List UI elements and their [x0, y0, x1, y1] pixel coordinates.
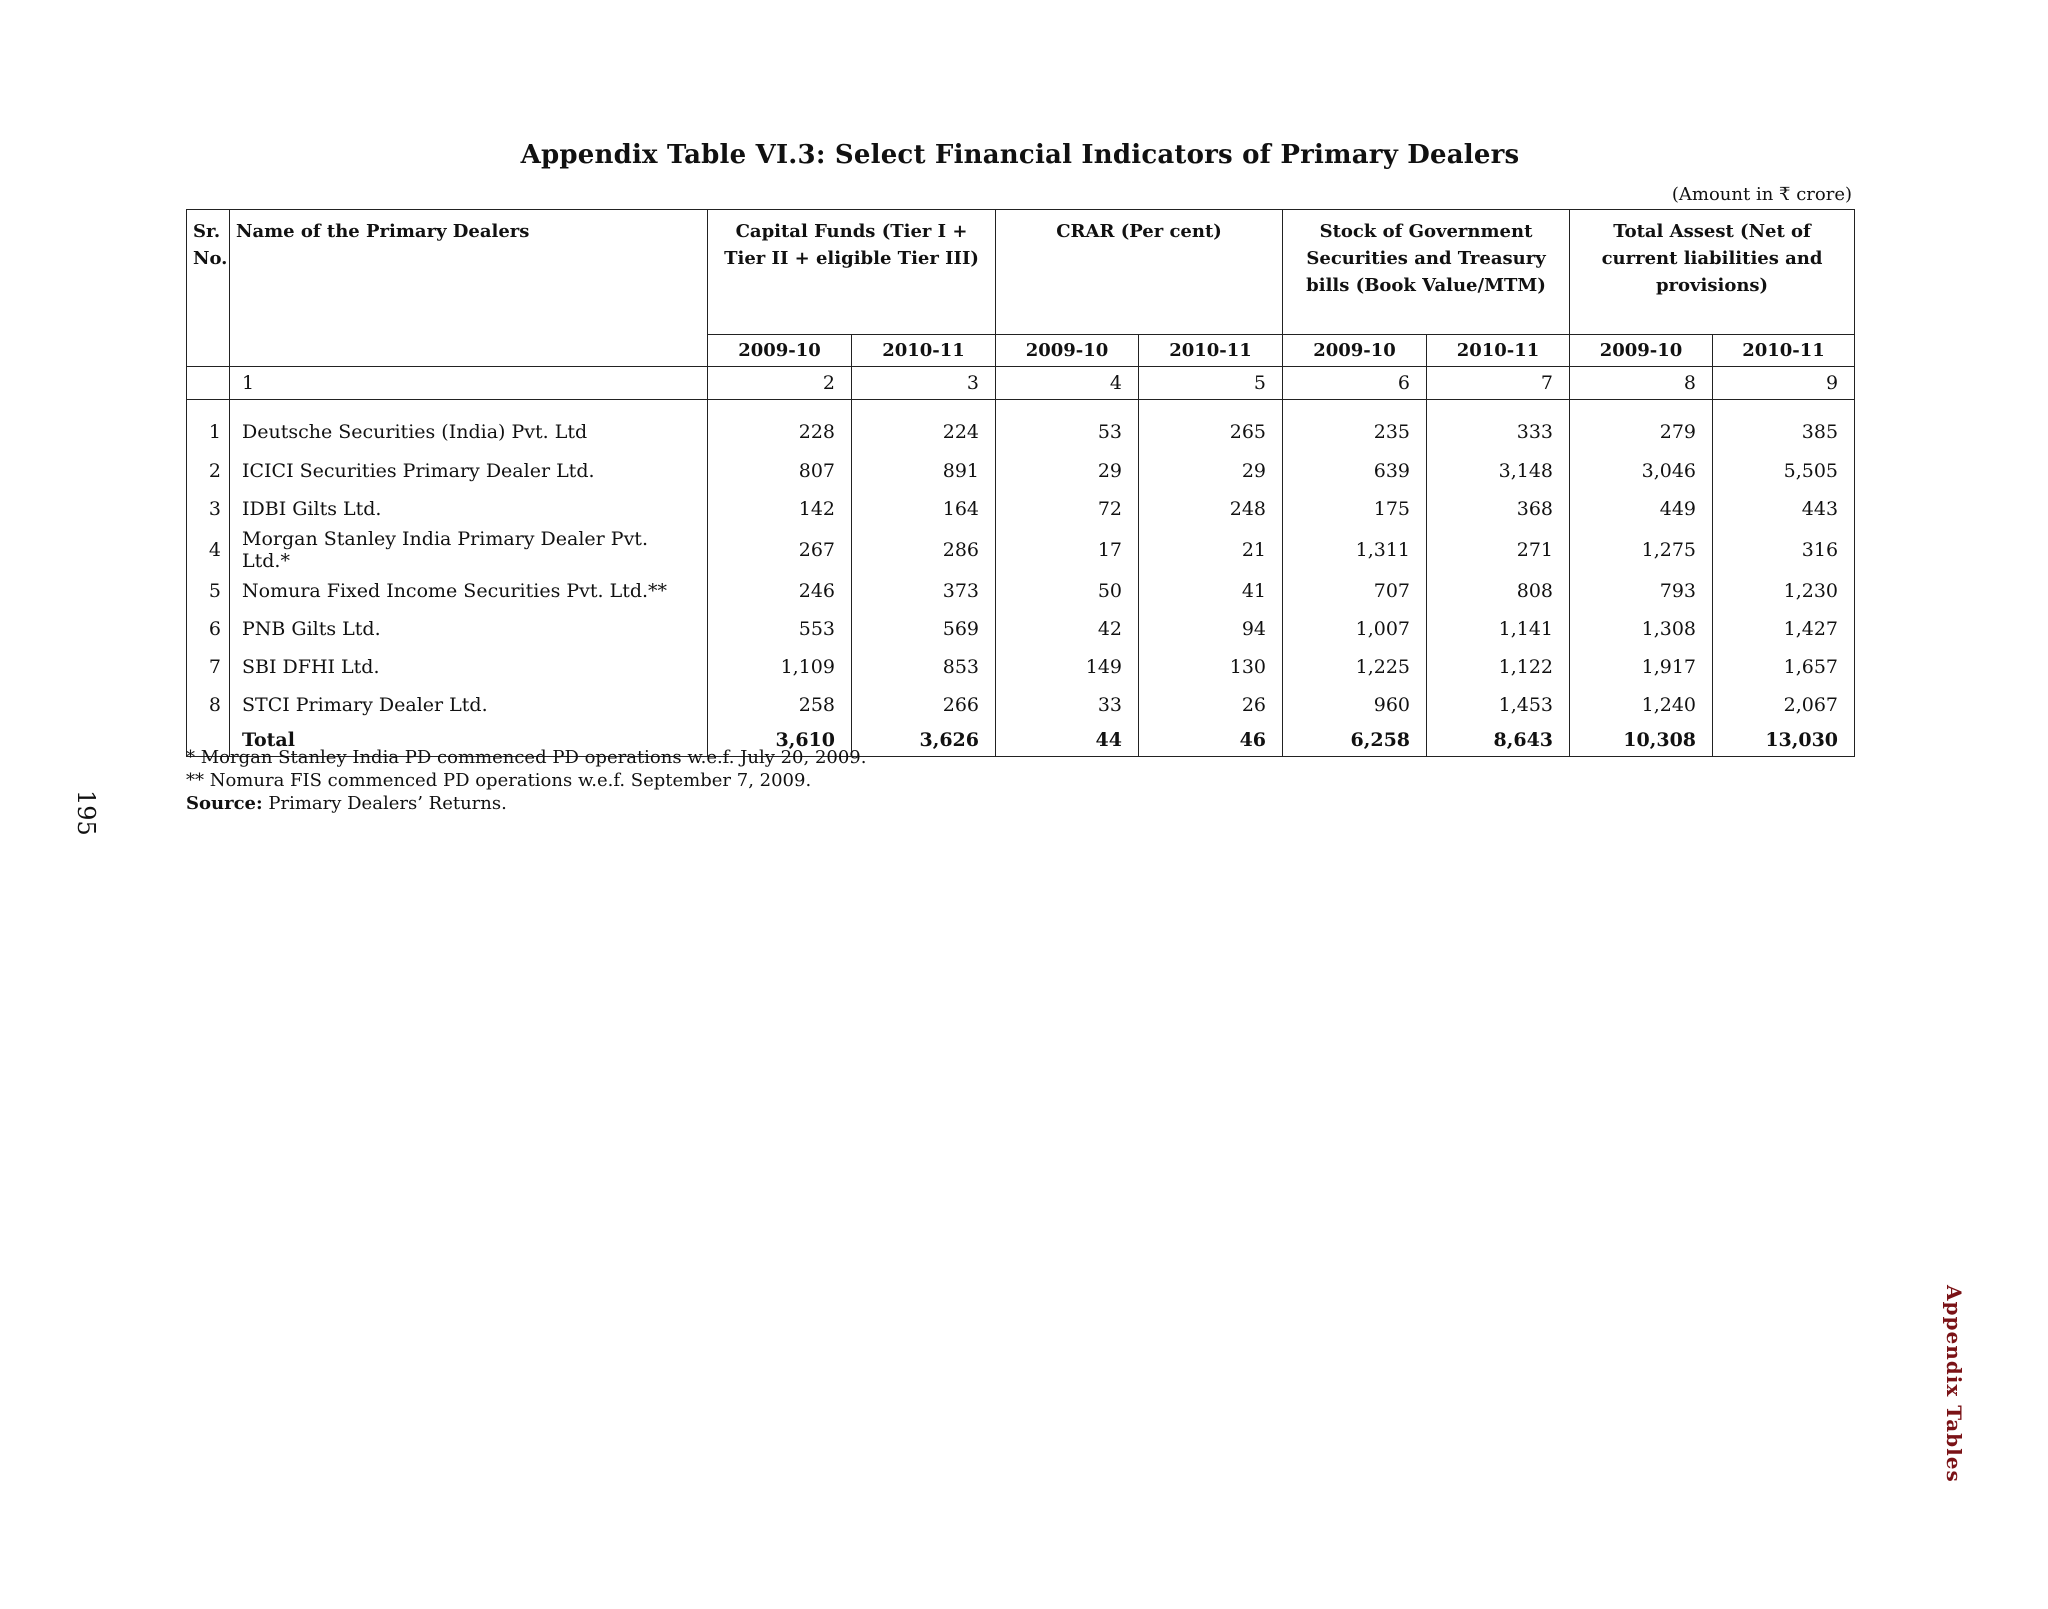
- section-side-label: Appendix Tables: [1942, 1285, 1966, 1483]
- value-cell: 3,046: [1570, 452, 1713, 490]
- value-cell: 1,275: [1570, 528, 1713, 572]
- value-cell: 960: [1283, 686, 1427, 724]
- total-value-cell: 44: [996, 724, 1139, 757]
- value-cell: 29: [996, 452, 1139, 490]
- source-note: [186, 792, 866, 815]
- value-cell: 228: [708, 400, 852, 453]
- header-year: 2010-11: [852, 335, 996, 367]
- sr-no-cell: 5: [187, 572, 230, 610]
- sr-no-cell: 7: [187, 648, 230, 686]
- column-number: [187, 367, 230, 400]
- column-number: 2: [708, 367, 852, 400]
- value-cell: 853: [852, 648, 996, 686]
- value-cell: 266: [852, 686, 996, 724]
- value-cell: 1,917: [1570, 648, 1713, 686]
- total-value-cell: 46: [1139, 724, 1283, 757]
- value-cell: 1,308: [1570, 610, 1713, 648]
- value-cell: 271: [1427, 528, 1570, 572]
- table-row: [187, 452, 1855, 490]
- value-cell: 248: [1139, 490, 1283, 528]
- header-year: 2009-10: [1283, 335, 1427, 367]
- value-cell: 1,141: [1427, 610, 1570, 648]
- dealer-name-cell: ICICI Securities Primary Dealer Ltd.: [230, 452, 708, 490]
- value-cell: 1,240: [1570, 686, 1713, 724]
- column-number: 9: [1713, 367, 1855, 400]
- value-cell: 553: [708, 610, 852, 648]
- total-value-cell: 8,643: [1427, 724, 1570, 757]
- value-cell: 1,225: [1283, 648, 1427, 686]
- value-cell: 1,230: [1713, 572, 1855, 610]
- header-year: 2009-10: [996, 335, 1139, 367]
- column-number: 7: [1427, 367, 1570, 400]
- sr-no-cell: 6: [187, 610, 230, 648]
- value-cell: 1,453: [1427, 686, 1570, 724]
- value-cell: 149: [996, 648, 1139, 686]
- footnote: ** Nomura FIS commenced PD operations w.e.f. September 7, 2009.: [186, 770, 812, 791]
- sr-no-cell: 4: [187, 528, 230, 572]
- value-cell: 807: [708, 452, 852, 490]
- value-cell: 3,148: [1427, 452, 1570, 490]
- table-row: [187, 686, 1855, 724]
- unit-note: (Amount in ₹ crore): [1671, 184, 1852, 205]
- value-cell: 265: [1139, 400, 1283, 453]
- table-row: [187, 572, 1855, 610]
- value-cell: 26: [1139, 686, 1283, 724]
- value-cell: 449: [1570, 490, 1713, 528]
- header-stock-govt-securities: Stock of Government Securities and Treasury bills (Book Value/MTM): [1283, 210, 1570, 335]
- dealer-name-cell: Nomura Fixed Income Securities Pvt. Ltd.**: [230, 572, 708, 610]
- value-cell: 1,109: [708, 648, 852, 686]
- header-year: 2010-11: [1713, 335, 1855, 367]
- header-year: 2009-10: [1570, 335, 1713, 367]
- value-cell: 72: [996, 490, 1139, 528]
- value-cell: 569: [852, 610, 996, 648]
- value-cell: 891: [852, 452, 996, 490]
- page-number: 195: [72, 790, 100, 836]
- total-value-cell: 3,610: [708, 724, 852, 757]
- value-cell: 1,007: [1283, 610, 1427, 648]
- table-row: [187, 610, 1855, 648]
- total-value-cell: 6,258: [1283, 724, 1427, 757]
- value-cell: 41: [1139, 572, 1283, 610]
- value-cell: 17: [996, 528, 1139, 572]
- header-year: 2010-11: [1427, 335, 1570, 367]
- dealer-name-cell: Morgan Stanley India Primary Dealer Pvt. Ltd.*: [230, 528, 708, 572]
- column-number: 3: [852, 367, 996, 400]
- sr-no-cell: 1: [187, 400, 230, 453]
- value-cell: 224: [852, 400, 996, 453]
- column-number: 1: [230, 367, 708, 400]
- value-cell: 142: [708, 490, 852, 528]
- value-cell: 53: [996, 400, 1139, 453]
- value-cell: 1,427: [1713, 610, 1855, 648]
- value-cell: 33: [996, 686, 1139, 724]
- value-cell: 5,505: [1713, 452, 1855, 490]
- total-label: Total: [230, 724, 708, 757]
- dealer-name-cell: Deutsche Securities (India) Pvt. Ltd: [230, 400, 708, 453]
- dealer-name-cell: SBI DFHI Ltd.: [230, 648, 708, 686]
- value-cell: 385: [1713, 400, 1855, 453]
- value-cell: 1,311: [1283, 528, 1427, 572]
- value-cell: 639: [1283, 452, 1427, 490]
- header-year: 2010-11: [1139, 335, 1283, 367]
- value-cell: 42: [996, 610, 1139, 648]
- value-cell: 707: [1283, 572, 1427, 610]
- table-row: [187, 490, 1855, 528]
- dealer-name-cell: PNB Gilts Ltd.: [230, 610, 708, 648]
- value-cell: 316: [1713, 528, 1855, 572]
- total-value-cell: 10,308: [1570, 724, 1713, 757]
- sr-no-cell: 8: [187, 686, 230, 724]
- column-number-row: [187, 367, 1855, 400]
- value-cell: 333: [1427, 400, 1570, 453]
- header-year: 2009-10: [708, 335, 852, 367]
- header-sr-no: Sr. No.: [187, 210, 230, 367]
- value-cell: 808: [1427, 572, 1570, 610]
- table-row: [187, 400, 1855, 453]
- value-cell: 235: [1283, 400, 1427, 453]
- dealer-name-cell: IDBI Gilts Ltd.: [230, 490, 708, 528]
- dealer-name-cell: STCI Primary Dealer Ltd.: [230, 686, 708, 724]
- footnote: * Morgan Stanley India PD commenced PD operations w.e.f. July 20, 2009.: [186, 747, 867, 768]
- header-capital-funds: Capital Funds (Tier I + Tier II + eligible Tier III): [708, 210, 996, 335]
- column-number: 8: [1570, 367, 1713, 400]
- table-row: [187, 528, 1855, 572]
- value-cell: 21: [1139, 528, 1283, 572]
- value-cell: 29: [1139, 452, 1283, 490]
- value-cell: 2,067: [1713, 686, 1855, 724]
- sr-no-cell: 2: [187, 452, 230, 490]
- value-cell: 94: [1139, 610, 1283, 648]
- value-cell: 175: [1283, 490, 1427, 528]
- table-title: Appendix Table VI.3: Select Financial Indicators of Primary Dealers: [520, 140, 1520, 170]
- value-cell: 267: [708, 528, 852, 572]
- value-cell: 443: [1713, 490, 1855, 528]
- value-cell: 279: [1570, 400, 1713, 453]
- footnotes: [186, 746, 866, 815]
- value-cell: 793: [1570, 572, 1713, 610]
- value-cell: 286: [852, 528, 996, 572]
- value-cell: 258: [708, 686, 852, 724]
- header-total-assets: Total Assest (Net of current liabilities and provisions): [1570, 210, 1855, 335]
- value-cell: 50: [996, 572, 1139, 610]
- value-cell: 164: [852, 490, 996, 528]
- source-label: Source:: [186, 793, 263, 814]
- total-value-cell: 13,030: [1713, 724, 1855, 757]
- value-cell: 1,657: [1713, 648, 1855, 686]
- table-row: [187, 648, 1855, 686]
- column-number: 6: [1283, 367, 1427, 400]
- sr-no-cell: 3: [187, 490, 230, 528]
- column-number: 4: [996, 367, 1139, 400]
- value-cell: 368: [1427, 490, 1570, 528]
- value-cell: 373: [852, 572, 996, 610]
- value-cell: 246: [708, 572, 852, 610]
- total-value-cell: 3,626: [852, 724, 996, 757]
- header-crar: CRAR (Per cent): [996, 210, 1283, 335]
- source-text: Primary Dealers’ Returns.: [262, 793, 507, 814]
- header-dealer-name: Name of the Primary Dealers: [230, 210, 708, 367]
- value-cell: 1,122: [1427, 648, 1570, 686]
- value-cell: 130: [1139, 648, 1283, 686]
- financial-indicators-table: [186, 209, 1855, 757]
- column-number: 5: [1139, 367, 1283, 400]
